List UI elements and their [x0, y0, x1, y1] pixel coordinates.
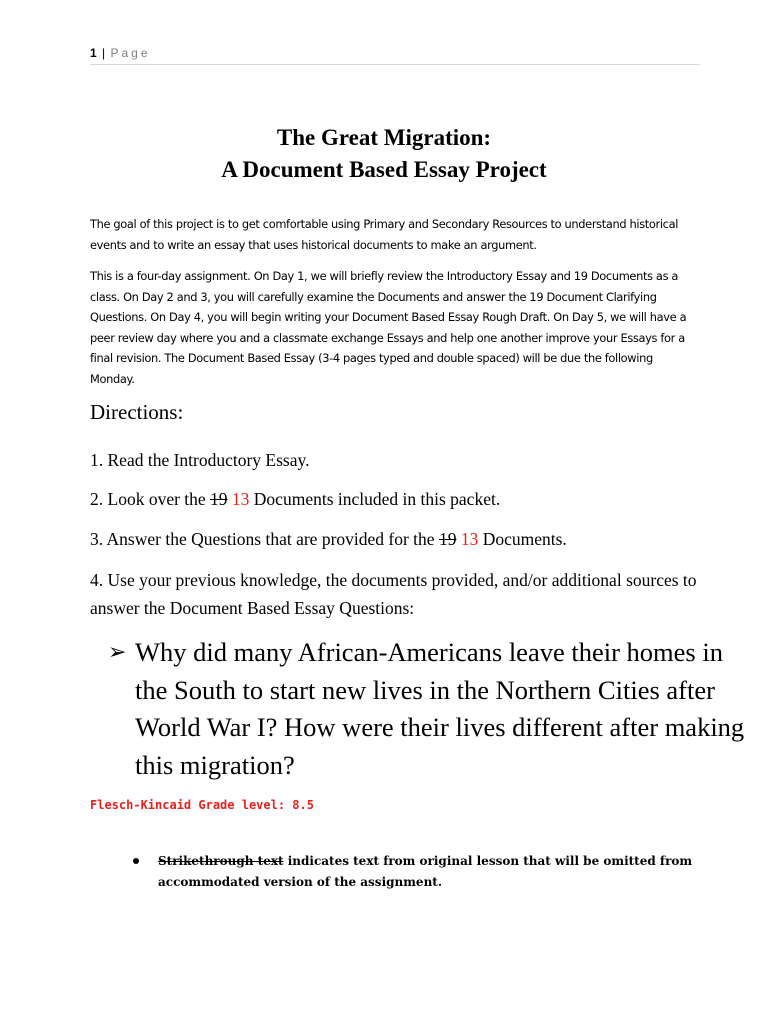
direction-step-1: 1. Read the Introductory Essay.	[90, 450, 310, 470]
step2-struck-count: 19	[210, 489, 228, 509]
step2-new-count: 13	[231, 489, 250, 509]
step3-suffix: Documents.	[478, 529, 567, 549]
bullet-dot-icon	[133, 858, 139, 864]
direction-step-2	[90, 485, 710, 513]
intro-paragraph-schedule: This is a four-day assignment. On Day 1, we will briefly review the Introductory Essay and 19 Documents as a class. On Day 2 and 3, you will carefully examine the Documents and answer the 19 Document Clarifying Questions. On Day 4, you will begin writing your Document Based Essay Rough Draft. On Day 5, we will have a peer review day where you and a classmate exchange Essays and help one another improve your Essays for a final revision. The Document Based Essay (3-4 pages typed and double spaced) will be due the following Monday.	[90, 269, 687, 386]
header-separator: |	[102, 46, 106, 60]
page-number: 1	[90, 46, 97, 60]
arrowhead-bullet-icon: ➢	[108, 640, 127, 665]
step2-suffix: Documents included in this packet.	[249, 489, 501, 509]
page-header	[90, 46, 700, 65]
step3-new-count: 13	[460, 529, 479, 549]
direction-step-3	[90, 525, 710, 553]
essay-question-text: Why did many African-Americans leave their homes in the South to start new lives in the Northern Cities after World War I? How were their lives different after making this migration?	[135, 637, 745, 780]
note-text	[158, 851, 693, 893]
page-label: Page	[110, 46, 151, 60]
step3-struck-count: 19	[438, 529, 457, 549]
document-title-line2: A Document Based Essay Project	[221, 157, 547, 182]
directions-heading: Directions:	[90, 400, 184, 424]
direction-step-4: 4. Use your previous knowledge, the documents provided, and/or additional sources to answer the Document Based Essay Questions:	[90, 570, 697, 618]
step3-prefix: 3. Answer the Questions that are provided for the	[90, 529, 439, 549]
readability-level: Flesch-Kincaid Grade level: 8.5	[90, 798, 314, 812]
strikethrough-note	[133, 851, 693, 893]
note-struck-sample: Strikethrough text	[158, 854, 284, 868]
step2-prefix: 2. Look over the	[90, 489, 211, 509]
document-title-line1: The Great Migration:	[276, 125, 492, 150]
intro-paragraph-goal: The goal of this project is to get comfortable using Primary and Secondary Resources to understand historical events and to write an essay that uses historical documents to make an argument.	[90, 217, 679, 252]
note-explanation: indicates text from original lesson that will be omitted from accommodated version of the assignment.	[158, 854, 693, 889]
essay-question	[108, 634, 748, 784]
